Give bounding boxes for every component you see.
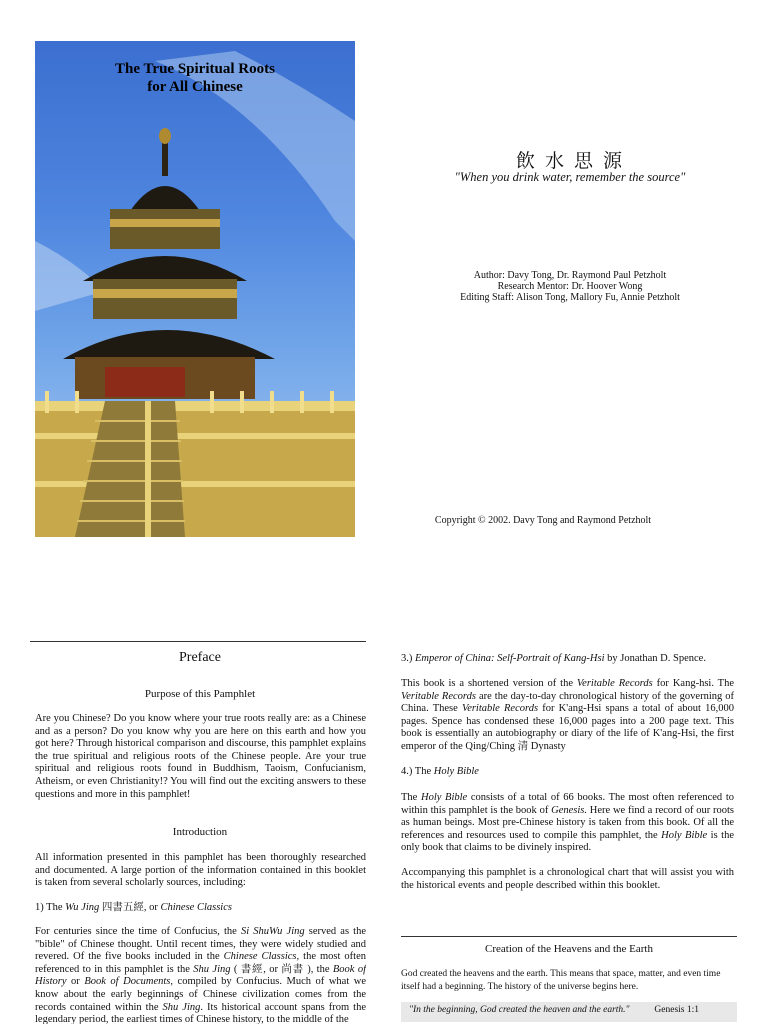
intro-text: All information presented in this pamphlet has been thoroughly researched and documented. A large portion of the information contained in this booklet is taken from several scholarly sources, including: <box>35 852 366 889</box>
source-item-4 <box>401 766 734 779</box>
item3-title: Emperor of China: Self-Portrait of Kang-Hsi <box>415 653 605 664</box>
para-italic: Book of Documents, <box>84 976 174 988</box>
item4-prefix: 4.) The <box>401 766 434 777</box>
item1-mid: , or <box>143 902 161 913</box>
editing-line: Editing Staff: Alison Tong, Mallory Fu, Annie Petzholt <box>460 292 680 303</box>
para-text: Here we find a record of our roots as human beings. Most pre-Chinese history is taken from this book. Of all the references and resources used to compile this pamphlet, the <box>401 804 735 841</box>
item1-chinese: 四書五經 <box>99 902 144 913</box>
chart-paragraph: Accompanying this pamphlet is a chronological chart that will assist you with the historical events and people described within this booklet. <box>401 867 734 891</box>
cover-title-line2: for All Chinese <box>147 79 243 95</box>
classics-paragraph <box>35 926 366 1024</box>
source-item-3 <box>401 653 734 666</box>
item3-suffix: by Jonathan D. Spence. <box>604 653 706 664</box>
temple-illustration <box>35 41 355 537</box>
para-italic: Holy Bible <box>420 792 468 803</box>
para-text: ( 書經, or 尚書 ), the <box>230 963 333 975</box>
purpose-title: Purpose of this Pamphlet <box>144 688 256 700</box>
bible-paragraph <box>401 792 734 855</box>
para-text: or <box>66 976 85 988</box>
preface-title: Preface <box>179 650 221 665</box>
kanghsi-paragraph <box>401 678 734 754</box>
para-italic: Book of History <box>35 963 366 988</box>
item3-prefix: 3.) <box>401 653 415 664</box>
quote-text: "In the beginning, God created the heaven and the earth." <box>409 1005 630 1015</box>
para-italic: Shu Jing <box>162 1001 201 1013</box>
para-text: compiled by Confucius. Much of what we know about the early beginnings of Chinese civilization comes from the records contained within the <box>35 976 366 1013</box>
para-text: for K'ang-Hsi spans a total of about 16,000 pages. Spence has condensed these 16,000 pages into a 200 page text. This book is essentially an autobiography or diary of the life of K'ang-Hsi, the first emperor of the Qing/Ching 清 Dynasty <box>401 703 734 752</box>
para-text: consists of a total of 66 books. The most often referenced to within this pamphlet is the book of <box>401 792 734 816</box>
para-italic: Veritable Records <box>401 690 476 702</box>
chinese-title: 飲 水 思 源 <box>515 150 625 172</box>
left-divider <box>30 641 366 642</box>
para-text: served as the "bible" of Chinese thought. Until recent times, they were widely studied and revered. Of the five books included in the <box>35 926 366 963</box>
item4-title: Holy Bible <box>433 766 479 777</box>
para-italic: Shu Jing <box>193 963 231 975</box>
para-italic: Genesis. <box>551 804 587 816</box>
creation-title: Creation of the Heavens and the Earth <box>485 943 653 955</box>
scripture-quote <box>401 1002 737 1022</box>
para-text: . Its historical account spans from the legendary period, the earliest times of Chinese history, to the middle of the <box>35 1001 366 1024</box>
mentor-line: Research Mentor: Dr. Hoover Wong <box>497 281 643 292</box>
cover-title-line1: The True Spiritual Roots <box>115 61 275 77</box>
purpose-text: Are you Chinese? Do you know where your true roots really are: as a Chinese and as a person? Do you know why you are here on this earth and how you got here? Through historical comparison and discourse, this pamphlet explains the true spiritual and religious roots of the Chinese people. Are your true spiritual and religious roots found in Buddhism, Taoism, Confucianism, Atheism, or even Christianity!? You will find out the exciting answers to these questions and more in this pamphlet! <box>35 713 366 800</box>
item1-classics: Chinese Classics <box>160 902 232 913</box>
item1-prefix: 1) The <box>35 902 66 913</box>
copyright: Copyright © 2002. Davy Tong and Raymond Petzholt <box>434 515 652 526</box>
cover-image <box>35 41 355 537</box>
para-italic: Chinese Classics, <box>223 951 300 963</box>
motto: "When you drink water, remember the source" <box>454 170 686 184</box>
para-italic: Holy Bible <box>661 829 708 841</box>
para-italic: Si ShuWu Jing <box>240 926 305 937</box>
para-italic: Veritable Records <box>461 703 539 715</box>
right-divider <box>401 936 737 937</box>
intro-title: Introduction <box>172 826 228 838</box>
para-text: is the only book that claims to be divinely inspired. <box>401 829 734 854</box>
quote-reference: Genesis 1:1 <box>654 1005 699 1015</box>
source-item-1 <box>35 902 366 915</box>
para-text: are the day-to-day chronological history of the governing of China. These <box>401 690 734 715</box>
para-text: For centuries since the time of Confucius, the <box>35 926 241 937</box>
author-line: Author: Davy Tong, Dr. Raymond Paul Petzholt <box>473 270 667 281</box>
creation-text: God created the heavens and the earth. This means that space, matter, and even time itself had a beginning. The history of the universe begins here. <box>401 969 721 992</box>
para-italic: Veritable Records <box>576 678 653 689</box>
para-text: The <box>401 792 421 803</box>
para-text: for Kang-hsi. The <box>652 678 734 689</box>
item1-wujing: Wu Jing <box>65 902 100 913</box>
para-text: the most often referenced to in this pamphlet is the <box>35 951 366 975</box>
para-text: This book is a shortened version of the <box>401 678 577 689</box>
